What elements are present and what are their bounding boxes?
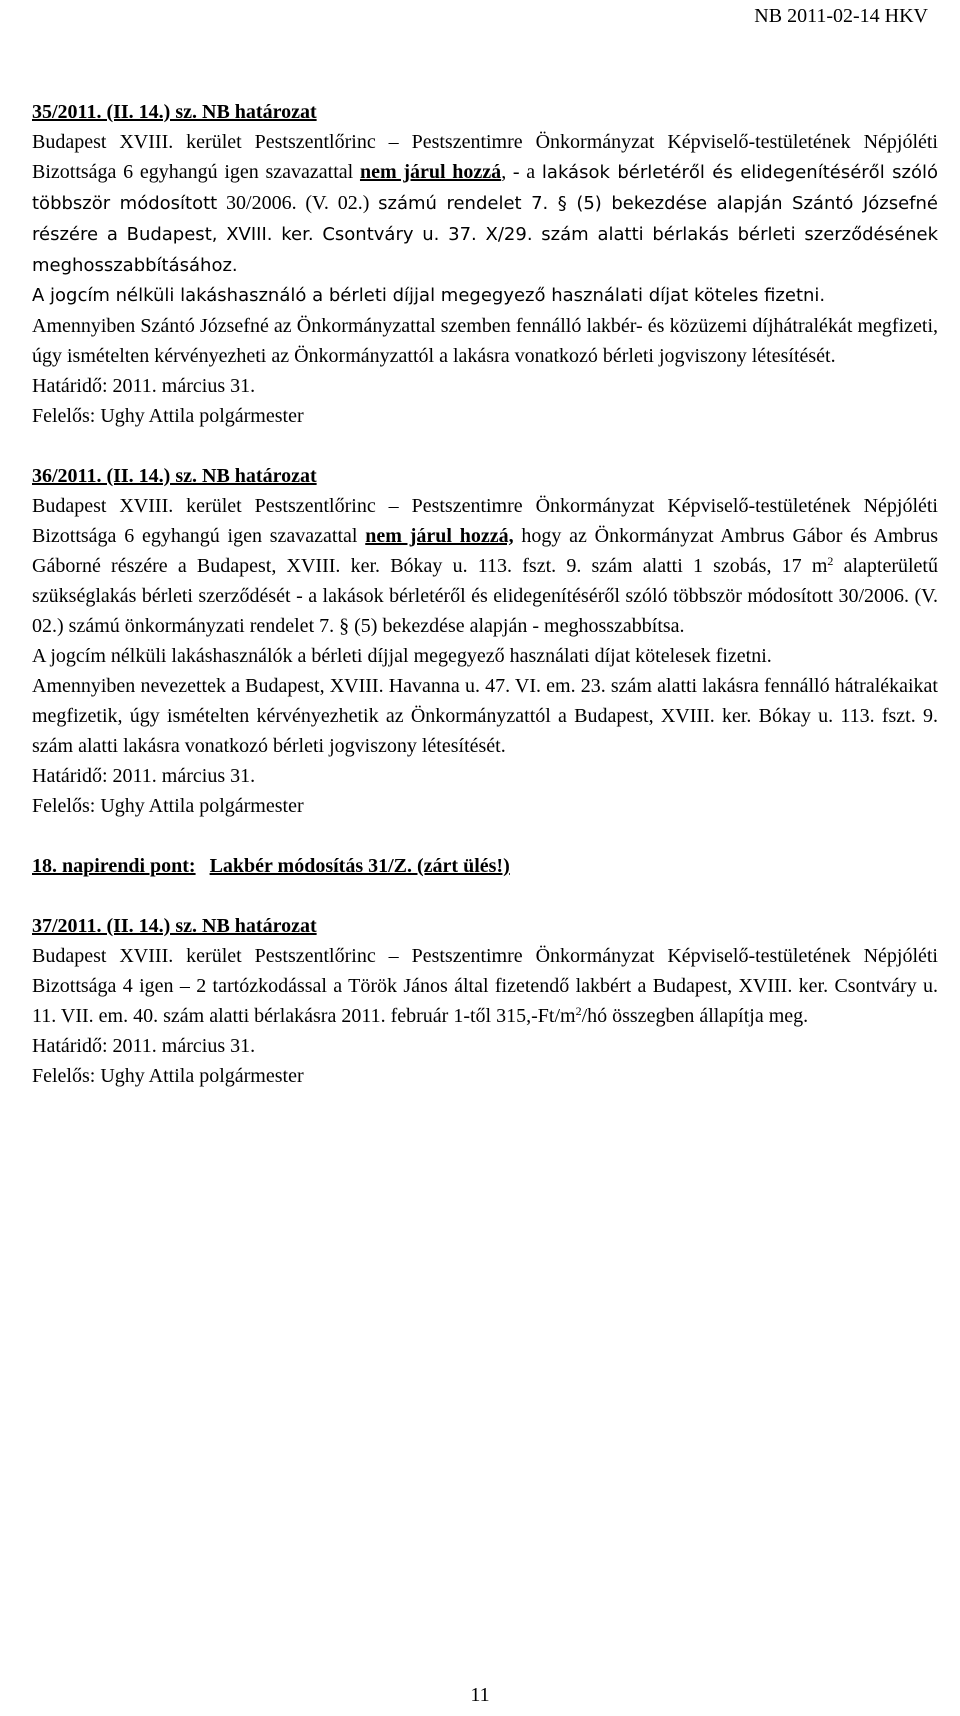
agenda-topic: Lakbér módosítás 31/Z. (zárt ülés!) — [209, 855, 510, 877]
responsible: Felelős: Ughy Attila polgármester — [32, 405, 304, 427]
body-text: hogy az Önkormányzat Ambrus Gábor és Ambrus Gáborné részére a Budapest, XVIII. ker. Bókay u. 113. fszt. 9. szám alatti 1 szobás, 17 m — [32, 525, 938, 577]
deadline: Határidő: 2011. március 31. — [32, 1035, 256, 1057]
resolution-36 — [32, 461, 938, 821]
usage-fee-paragraph: A jogcím nélküli lakáshasználók a bérleti díjjal megegyező használati díjat kötelesek fizetni. — [32, 645, 772, 667]
resolution-35 — [32, 97, 938, 431]
body-text: Budapest XVIII. kerület Pestszentlőrinc – Pestszentimre Önkormányzat Képviselő-testületének Népjóléti Bizottsága 6 egyhangú igen szavazattal — [32, 495, 938, 547]
responsible: Felelős: Ughy Attila polgármester — [32, 795, 304, 817]
body-text: lakások bérletéről és elidegenítéséről szóló többször módosított — [32, 162, 938, 214]
spacer — [32, 821, 938, 851]
agenda-item — [32, 851, 938, 881]
superscript: 2 — [575, 1004, 582, 1018]
document-body — [32, 97, 938, 1091]
body-text: Budapest XVIII. kerület Pestszentlőrinc – Pestszentimre Önkormányzat Képviselő-testületének Népjóléti Bizottsága 6 egyhangú igen szavazattal — [32, 131, 938, 183]
decision-phrase: nem járul hozzá — [359, 161, 502, 183]
resolution-body — [32, 127, 938, 281]
superscript: 2 — [827, 554, 834, 568]
agenda-label: 18. napirendi pont: — [32, 855, 196, 877]
usage-fee-paragraph: A jogcím nélküli lakáshasználó a bérleti díjjal megegyező használati díjat köteles fizetni. — [32, 285, 826, 306]
body-text: , - a — [501, 161, 542, 183]
resolution-body — [32, 941, 938, 1031]
resolution-body — [32, 491, 938, 641]
arrears-paragraph: Amennyiben nevezettek a Budapest, XVIII. Havanna u. 47. VI. em. 23. szám alatti lakásra fennálló hátralékaikat megfizetik, úgy ismételten kérvényezhetik az Önkormányzattól a Budapest, XVIII. ker. Bókay u. 113. fszt. 9. szám alatti lakásra vonatkozó bérleti jogviszony létesítését. — [32, 675, 938, 757]
page-header: NB 2011-02-14 HKV — [754, 5, 928, 27]
body-text: 30/2006. (V. 02.) — [217, 192, 379, 214]
arrears-paragraph: Amennyiben Szántó Józsefné az Önkormányzattal szemben fennálló lakbér- és közüzemi díjhátralékát megfizeti, úgy ismételten kérvényezheti az Önkormányzattól a lakásra vonatkozó bérleti jogviszony létesítését. — [32, 315, 938, 367]
decision-phrase: nem járul hozzá, — [365, 525, 514, 547]
spacer — [32, 431, 938, 461]
body-text: számú rendelet 7. § (5) bekezdése alapján Szántó Józsefné részére a Budapest, XVIII. ker. Csontváry u. 37. X/29. szám alatti bérlakás bérleti szerződésének meghosszabbításához. — [32, 193, 938, 276]
body-text: alapterületű szükséglakás bérleti szerződését - a lakások bérletéről és elidegenítéséről szóló többször módosított 30/2006. (V. 02.) számú önkormányzati rendelet 7. § (5) bekezdése alapján - meghosszabbítsa. — [32, 555, 938, 637]
resolution-37 — [32, 911, 938, 1091]
deadline: Határidő: 2011. március 31. — [32, 375, 256, 397]
resolution-title: 37/2011. (II. 14.) sz. NB határozat — [32, 915, 317, 937]
body-text: /hó összegben állapítja meg. — [581, 1005, 809, 1027]
responsible: Felelős: Ughy Attila polgármester — [32, 1065, 304, 1087]
resolution-title: 35/2011. (II. 14.) sz. NB határozat — [32, 101, 317, 123]
page-number: 11 — [470, 1684, 490, 1706]
body-text: Budapest XVIII. kerület Pestszentlőrinc – Pestszentimre Önkormányzat Képviselő-testületének Népjóléti Bizottsága 4 igen – 2 tartózkodással a Török János által fizetendő lakbért a Budapest, XVIII. ker. Csontváry u. 11. VII. em. 40. szám alatti bérlakásra 2011. február 1-től 315,-Ft/m — [32, 945, 938, 1027]
deadline: Határidő: 2011. március 31. — [32, 765, 256, 787]
spacer — [32, 881, 938, 911]
resolution-title: 36/2011. (II. 14.) sz. NB határozat — [32, 465, 317, 487]
